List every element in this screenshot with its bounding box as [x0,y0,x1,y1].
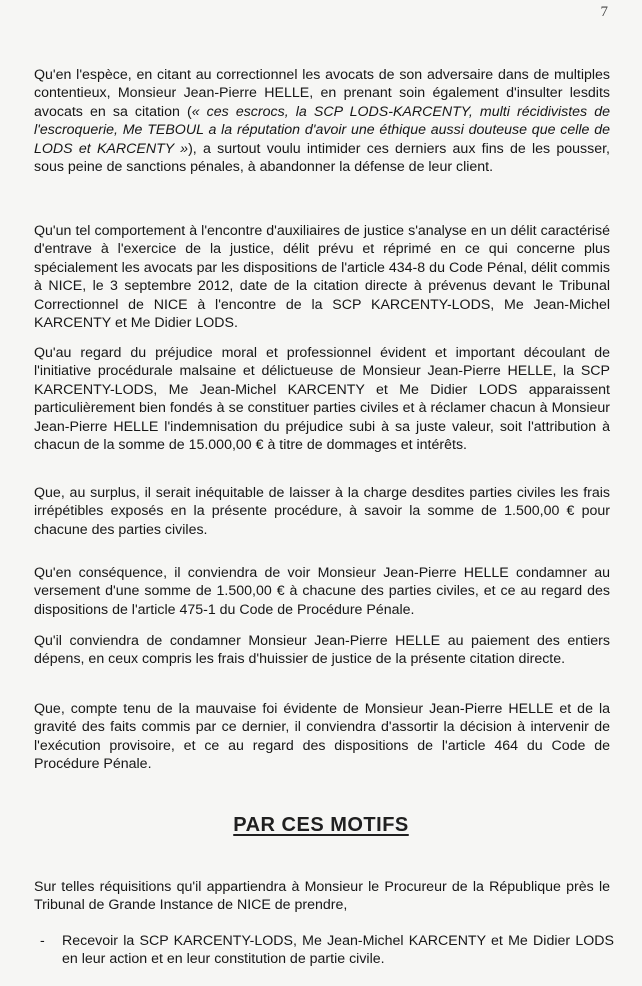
paragraph-entrave: Qu'un tel comportement à l'encontre d'auxiliaires de justice s'analyse en un délit caractérisé d'entrave à l'exercice de la justice, délit prévu et réprimé en ce qui concerne plus spécialement les avocats par les dispositions de l'article 434-8 du Code Pénal, délit commis à NICE, le 3 septembre 2012, date de la citation directe à prévenus devant le Tribunal Correctionnel de NICE à l'encontre de la SCP KARCENTY-LODS, Me Jean-Michel KARCENTY et Me Didier LODS. [34,223,610,332]
paragraph-frais-irrepetibles: Que, au surplus, il serait inéquitable de laisser à la charge desdites parties civiles les frais irrépétibles exposés en la présente procédure, à savoir la somme de 1.500,00 € pour chacune des parties civiles. [34,485,610,538]
paragraph-prejudice: Qu'au regard du préjudice moral et professionnel évident et important découlant de l'initiative procédurale malsaine et délictueuse de Monsieur Jean-Pierre HELLE, la SCP KARCENTY-LODS, Me Jean-Michel KARCENTY et Me Didier LODS apparaissent particulièrement bien fondés à se constituer parties civiles et à réclamer chacun à Monsieur Jean-Pierre HELLE l'indemnisation du préjudice subi à sa juste valeur, soit l'attribution à chacun de la somme de 15.000,00 € à titre de dommages et intérêts. [34,345,610,454]
paragraph-depens: Qu'il conviendra de condamner Monsieur Jean-Pierre HELLE au paiement des entiers dépens, en ceux compris les frais d'huissier de justice de la présente citation directe. [34,633,610,668]
paragraph-citation: Qu'en l'espèce, en citant au correctionnel les avocats de son adversaire dans de multiples contentieux, Monsieur Jean-Pierre HELLE, en prenant soin également d'insulter lesdits avocats en sa citation (« ces escrocs, la SCP LODS-KARCENTY, multi récidivistes de l'escroquerie, Me TEBOUL a la réputation d'avoir une éthique aussi douteuse que celle de LODS et KARCENTY »), a surtout voulu intimider ces derniers aux fins de les pousser, sous peine de sanctions pénales, à abandonner la défense de leur client. [34,67,611,176]
paragraph-requisitions: Sur telles réquisitions qu'il appartiendra à Monsieur le Procureur de la République près le Tribunal de Grande Instance de NICE de prendre, [34,879,610,914]
paragraph-citation-start: Qu'en l'espèce, en citant au correctionnel les avocats de son adversaire dans de multiples contentieux, Monsieur Jean-Pierre HELLE, en prenant soin également d'insulter lesdits avocats en sa citation [34,67,610,120]
paragraph-execution-provisoire: Que, compte tenu de la mauvaise foi évidente de Monsieur Jean-Pierre HELLE et de la gravité des faits commis par ce dernier, il conviendra d'assortir la décision à intervenir de l'exécution provisoire, et ce au regard des dispositions de l'article 464 du Code de Procédure Pénale. [34,701,610,773]
paragraph-citation-end: ), a surtout voulu intimider ces derniers aux fins de les pousser, sous peine de sanctions pénales, à abandonner la défense de leur client. [34,140,610,176]
paragraph-condamnation-1500: Qu'en conséquence, il conviendra de voir Monsieur Jean-Pierre HELLE condamner au versement d'une somme de 1.500,00 € à chacune des parties civiles, et ce au regard des dispositions de l'article 475-1 du Code de Procédure Pénale. [34,565,610,618]
section-heading: PAR CES MOTIFS [233,814,409,836]
bullet-text: Recevoir la SCP KARCENTY-LODS, Me Jean-Michel KARCENTY et Me Didier LODS en leur action et en leur constitution de partie civile. [62,933,614,968]
page-number: 7 [600,4,608,20]
bullet-dash: - [40,933,45,949]
bullet-item [40,932,614,969]
citation-quote: « ces escrocs, la SCP LODS-KARCENTY, multi récidivistes de l'escroquerie, Me TEBOUL a la réputation d'avoir une éthique aussi douteuse que celle de LODS et KARCENTY » [34,103,611,157]
